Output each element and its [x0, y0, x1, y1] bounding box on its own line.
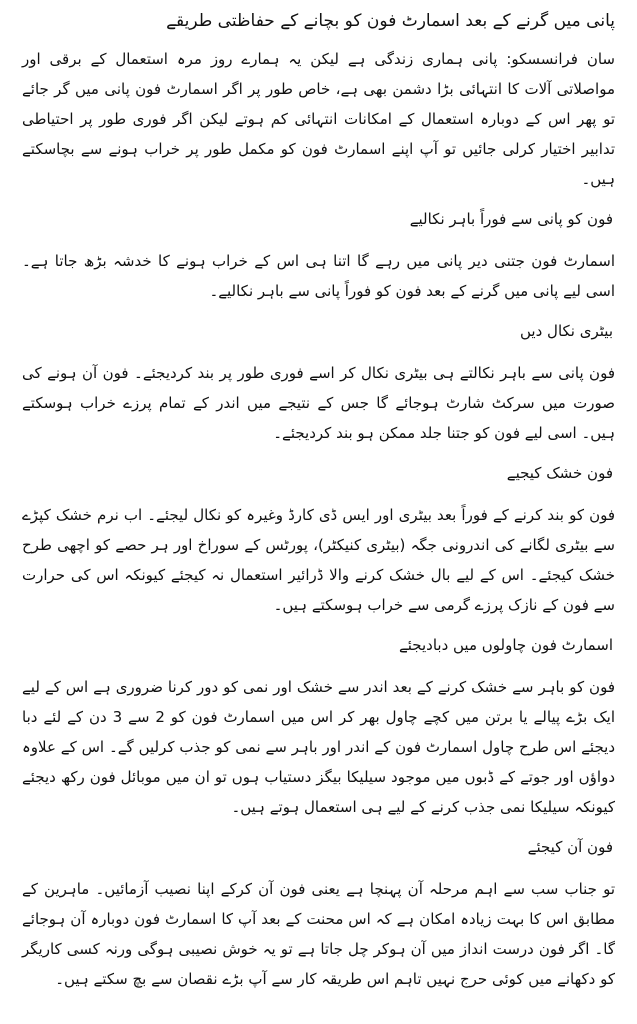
section-heading-remove-from-water: فون کو پانی سے فوراً باہر نکالیے — [409, 210, 613, 228]
article-title: پانی میں گرنے کے بعد اسمارٹ فون کو بچانے کے حفاظتی طریقے — [166, 11, 615, 31]
section-heading-remove-battery: بیٹری نکال دیں — [520, 322, 613, 340]
article-intro: سان فرانسسکو: پانی ہماری زندگی ہے لیکن یہ ہمارے روز مرہ استعمال کے برقی اور مواصلاتی آلات کا انتہائی بڑا دشمن بھی ہے، خاص طور پر اگر اسمارٹ فون پانی میں گر جائے تو پھر اس کے دوبارہ استعمال کے امکانات انتہائی کم ہوتے لیکن اگر فوری طور پر احتیاطی تدابیر اختیار کرلی جائیں تو آپ اپنے اسمارٹ فون کو مکمل طور پر خراب ہونے سے بچاسکتے ہیں۔ — [22, 50, 615, 188]
section-heading-dry-phone: فون خشک کیجیے — [506, 464, 613, 482]
section-body-rice: فون کو باہر سے خشک کرنے کے بعد اندر سے خشک اور نمی کو دور کرنا ضروری ہے اس کے لیے ایک بڑے پیالے یا برتن میں کچے چاول بھر کر اس میں اسمارٹ فون کو 2 سے 3 دن کے لئے دبا دیجئے اس طرح چاول اسمارٹ فون کے اندر اور باہر سے نمی کو جذب کرلیں گے۔ اس کے علاوہ دواؤں اور جوتے کے ڈبوں میں موجود سیلیکا بیگز دستیاب ہوں تو ان میں موبائل فون رکھ دیجئے کیونکہ سیلیکا نمی جذب کرنے کے لیے ہی استعمال ہوتے ہیں۔ — [22, 678, 615, 816]
section-heading-rice: اسمارٹ فون چاولوں میں دبادیجئے — [398, 636, 613, 654]
section-body-turn-on: تو جناب سب سے اہم مرحلہ آن پہنچا ہے یعنی فون آن کرکے اپنا نصیب آزمائیں۔ ماہرین کے مطابق اس کا بہت زیادہ امکان ہے کہ اس محنت کے بعد آپ کا اسمارٹ فون دوبارہ آن ہوجائے گا۔ اگر فون درست انداز میں آن ہوکر چل جاتا ہے تو یہ خوش نصیبی ہوگی ورنہ کسی کاریگر کو دکھانے میں کوئی حرج نہیں تاہم اس طریقہ کار سے آپ بڑے نقصان سے بچ سکتے ہیں۔ — [22, 880, 615, 988]
section-body-dry-phone: فون کو بند کرنے کے فوراً بعد بیٹری اور ایس ڈی کارڈ وغیرہ کو نکال لیجئے۔ اب نرم خشک کپڑے سے بیٹری لگانے کی اندرونی جگہ (بیٹری کنیکٹر)، پورٹس کے سوراخ اور ہر حصے کو اچھی طرح خشک کیجئے۔ اس کے لیے بال خشک کرنے والا ڈرائیر استعمال نہ کیجئے کیونکہ اس کی حرارت سے فون کے نازک پرزے گرمی سے خراب ہوسکتے ہیں۔ — [22, 506, 615, 614]
section-body-remove-battery: فون پانی سے باہر نکالتے ہی بیٹری نکال کر اسے فوری طور پر بند کردیجئے۔ فون آن ہونے کی صورت میں سرکٹ شارٹ ہوجائے گا جس کے نتیجے میں اندر کے تمام پرزے خراب ہوسکتے ہیں۔ اسی لیے فون کو جتنا جلد ممکن ہو بند کردیجئے۔ — [22, 364, 615, 442]
section-heading-turn-on: فون آن کیجئے — [527, 838, 613, 856]
section-body-remove-from-water: اسمارٹ فون جتنی دیر پانی میں رہے گا اتنا ہی اس کے خراب ہونے کا خدشہ بڑھ جاتا ہے۔ اسی لیے پانی میں گرنے کے بعد فون کو فوراً پانی سے باہر نکالیے۔ — [22, 252, 615, 300]
